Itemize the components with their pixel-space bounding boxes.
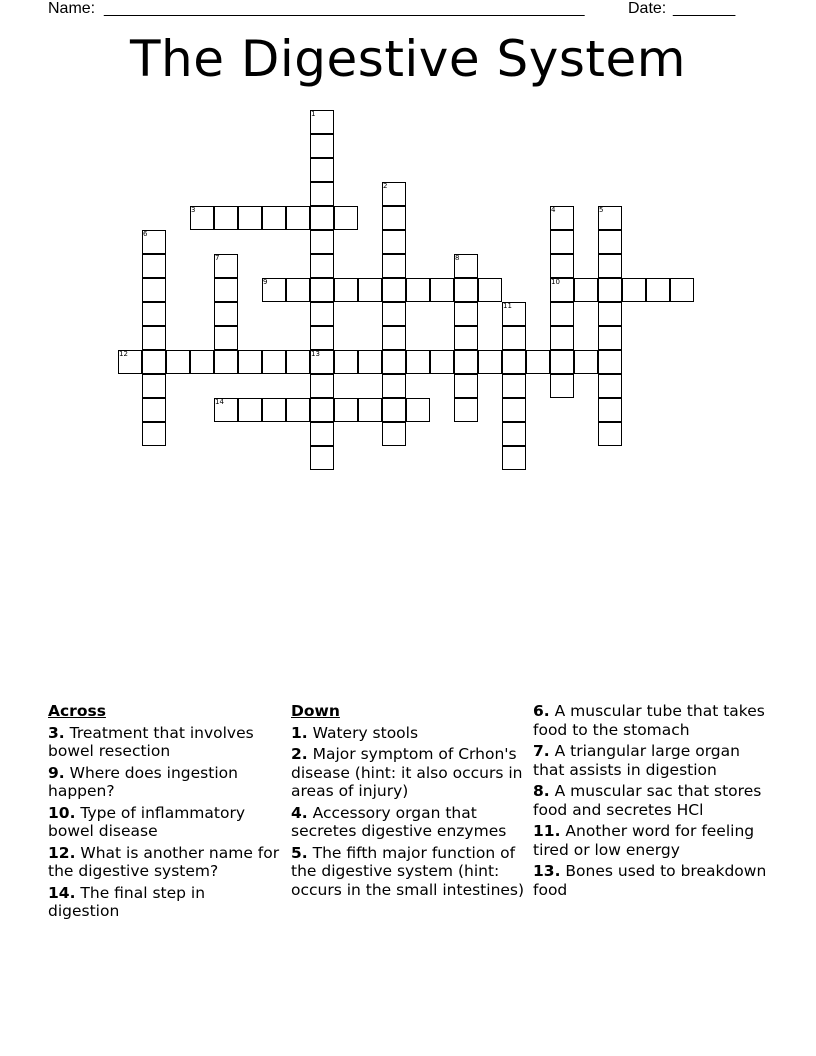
clue-number: 4. [291,803,308,822]
grid-cell[interactable] [358,278,382,302]
grid-cell[interactable] [190,206,214,230]
grid-cell[interactable] [214,302,238,326]
clue-down-7 [533,742,773,779]
grid-cell[interactable] [310,206,334,230]
grid-cell[interactable] [502,350,526,374]
clue-text: A muscular sac that stores food and secretes HCl [533,782,762,819]
grid-cell[interactable] [262,398,286,422]
grid-cell[interactable] [406,278,430,302]
grid-cell[interactable] [214,206,238,230]
grid-cell[interactable] [214,278,238,302]
grid-cell[interactable] [142,374,166,398]
clue-across-9 [48,764,280,801]
grid-cell[interactable] [286,206,310,230]
clue-down-8 [533,782,773,819]
down-heading: Down [291,702,340,720]
grid-cell[interactable] [334,278,358,302]
clue-number-label: 5 [599,206,604,214]
grid-cell[interactable] [550,326,574,350]
grid-cell[interactable] [142,230,166,254]
grid-cell[interactable] [574,278,598,302]
clue-number-label: 4 [551,206,556,214]
clue-number-label: 1 [311,110,316,118]
grid-cell[interactable] [214,350,238,374]
down-clues-continued [533,702,773,902]
clue-number-label: 3 [191,206,196,214]
grid-cell[interactable] [310,134,334,158]
clue-text: A triangular large organ that assists in digestion [533,742,740,779]
grid-cell[interactable] [598,230,622,254]
grid-cell[interactable] [382,350,406,374]
grid-cell[interactable] [478,350,502,374]
grid-cell[interactable] [598,206,622,230]
clue-number: 11. [533,822,561,840]
grid-cell[interactable] [598,350,622,374]
grid-cell[interactable] [310,302,334,326]
grid-cell[interactable] [382,206,406,230]
clue-number: 2. [291,745,308,763]
clue-number: 6. [533,702,550,720]
date-blank[interactable]: _______ [673,0,736,17]
grid-cell[interactable] [598,254,622,278]
name-blank[interactable]: ______________________________________________________ [104,0,585,17]
grid-cell[interactable] [454,374,478,398]
across-clues [48,702,280,924]
grid-cell[interactable] [430,278,454,302]
grid-cell[interactable] [454,302,478,326]
clue-down-13 [533,862,773,899]
grid-cell[interactable] [454,398,478,422]
clue-number: 12. [48,843,76,862]
clue-down-6 [533,702,773,739]
grid-cell[interactable] [502,398,526,422]
clue-text: The final step in digestion [48,883,206,920]
grid-cell[interactable] [262,206,286,230]
grid-cell[interactable] [382,422,406,446]
clue-across-12 [48,844,280,881]
grid-cell[interactable] [454,350,478,374]
clue-text: What is another name for the digestive system? [48,843,280,880]
grid-cell[interactable] [550,302,574,326]
grid-cell[interactable] [238,206,262,230]
grid-cell[interactable] [334,350,358,374]
grid-cell[interactable] [214,398,238,422]
clue-number-label: 2 [383,182,388,190]
down-clues [291,702,526,902]
clue-across-10 [48,804,280,841]
grid-cell[interactable] [550,350,574,374]
grid-cell[interactable] [238,350,262,374]
grid-cell[interactable] [598,326,622,350]
grid-cell[interactable] [238,398,262,422]
grid-cell[interactable] [310,254,334,278]
grid-cell[interactable] [286,398,310,422]
grid-cell[interactable] [310,110,334,134]
clue-number-label: 7 [215,254,220,262]
clue-number: 1. [291,723,308,742]
grid-cell[interactable] [502,422,526,446]
grid-cell[interactable] [406,398,430,422]
grid-cell[interactable] [310,350,334,374]
grid-cell[interactable] [382,398,406,422]
grid-cell[interactable] [382,302,406,326]
grid-cell[interactable] [598,374,622,398]
grid-cell[interactable] [358,398,382,422]
grid-cell[interactable] [454,278,478,302]
clue-number: 7. [533,742,550,760]
clue-text: Accessory organ that secretes digestive enzymes [291,803,507,840]
clue-down-2 [291,745,526,801]
grid-cell[interactable] [142,278,166,302]
grid-cell[interactable] [574,350,598,374]
clue-number-label: 6 [143,230,148,238]
clue-text: Another word for feeling tired or low energy [533,822,755,859]
clue-text: Type of inflammatory bowel disease [48,803,245,840]
grid-cell[interactable] [166,350,190,374]
grid-cell[interactable] [214,254,238,278]
grid-cell[interactable] [382,278,406,302]
grid-cell[interactable] [310,422,334,446]
grid-cell[interactable] [142,254,166,278]
clue-number-label: 8 [455,254,460,262]
clue-across-14 [48,884,280,921]
grid-cell[interactable] [382,326,406,350]
grid-cell[interactable] [502,302,526,326]
grid-cell[interactable] [310,326,334,350]
grid-cell[interactable] [310,446,334,470]
grid-cell[interactable] [502,374,526,398]
clue-text: Treatment that involves bowel resection [48,723,254,760]
grid-cell[interactable] [262,278,286,302]
date-label: Date: [628,0,667,17]
name-date-line [48,0,740,20]
clue-number-label: 10 [551,278,560,286]
clue-down-5 [291,844,526,900]
grid-cell[interactable] [454,254,478,278]
grid-cell[interactable] [406,350,430,374]
grid-cell[interactable] [550,374,574,398]
grid-cell[interactable] [382,254,406,278]
grid-cell[interactable] [646,278,670,302]
clue-number: 9. [48,763,65,782]
clue-text: A muscular tube that takes food to the stomach [533,702,765,739]
clue-number: 10. [48,803,76,822]
grid-cell[interactable] [334,206,358,230]
clue-text: The fifth major function of the digestive system (hint: occurs in the small intestines) [291,843,525,899]
clue-number-label: 12 [119,350,128,358]
grid-cell[interactable] [598,302,622,326]
clue-number-label: 11 [503,302,512,310]
grid-cell[interactable] [598,422,622,446]
clue-down-11 [533,822,773,859]
clue-number: 3. [48,723,65,742]
grid-cell[interactable] [310,158,334,182]
grid-cell[interactable] [142,302,166,326]
grid-cell[interactable] [142,398,166,422]
grid-cell[interactable] [118,350,142,374]
clue-down-4 [291,804,526,841]
clue-number: 14. [48,883,76,902]
grid-cell[interactable] [550,278,574,302]
grid-cell[interactable] [550,206,574,230]
grid-cell[interactable] [526,350,550,374]
grid-cell[interactable] [214,326,238,350]
grid-cell[interactable] [454,326,478,350]
clue-number-label: 14 [215,398,224,406]
clue-text: Major symptom of Crhon's disease (hint: it also occurs in areas of injury) [291,745,523,800]
grid-cell[interactable] [310,398,334,422]
grid-cell[interactable] [502,326,526,350]
grid-cell[interactable] [382,182,406,206]
grid-cell[interactable] [142,350,166,374]
grid-cell[interactable] [262,350,286,374]
grid-cell[interactable] [598,278,622,302]
grid-cell[interactable] [286,350,310,374]
across-heading: Across [48,702,106,720]
grid-cell[interactable] [382,230,406,254]
grid-cell[interactable] [142,422,166,446]
clue-number: 8. [533,782,550,800]
grid-cell[interactable] [478,278,502,302]
grid-cell[interactable] [190,350,214,374]
grid-cell[interactable] [622,278,646,302]
clue-number-label: 9 [263,278,268,286]
grid-cell[interactable] [310,230,334,254]
clue-number: 5. [291,843,308,862]
grid-cell[interactable] [670,278,694,302]
page-title: The Digestive System [129,30,687,88]
grid-cell[interactable] [502,446,526,470]
clue-text: Bones used to breakdown food [533,862,767,899]
grid-cell[interactable] [310,278,334,302]
clue-text: Where does ingestion happen? [48,763,238,800]
clue-across-3 [48,724,280,761]
grid-cell[interactable] [334,398,358,422]
grid-cell[interactable] [550,230,574,254]
clue-down-1 [291,724,526,743]
clue-number-label: 13 [311,350,320,358]
grid-cell[interactable] [358,350,382,374]
grid-cell[interactable] [310,374,334,398]
grid-cell[interactable] [430,350,454,374]
clue-number: 13. [533,862,561,880]
grid-cell[interactable] [286,278,310,302]
grid-cell[interactable] [310,182,334,206]
clue-text: Watery stools [312,723,419,742]
grid-cell[interactable] [142,326,166,350]
grid-cell[interactable] [598,398,622,422]
name-label: Name: [48,0,96,17]
grid-cell[interactable] [550,254,574,278]
grid-cell[interactable] [382,374,406,398]
